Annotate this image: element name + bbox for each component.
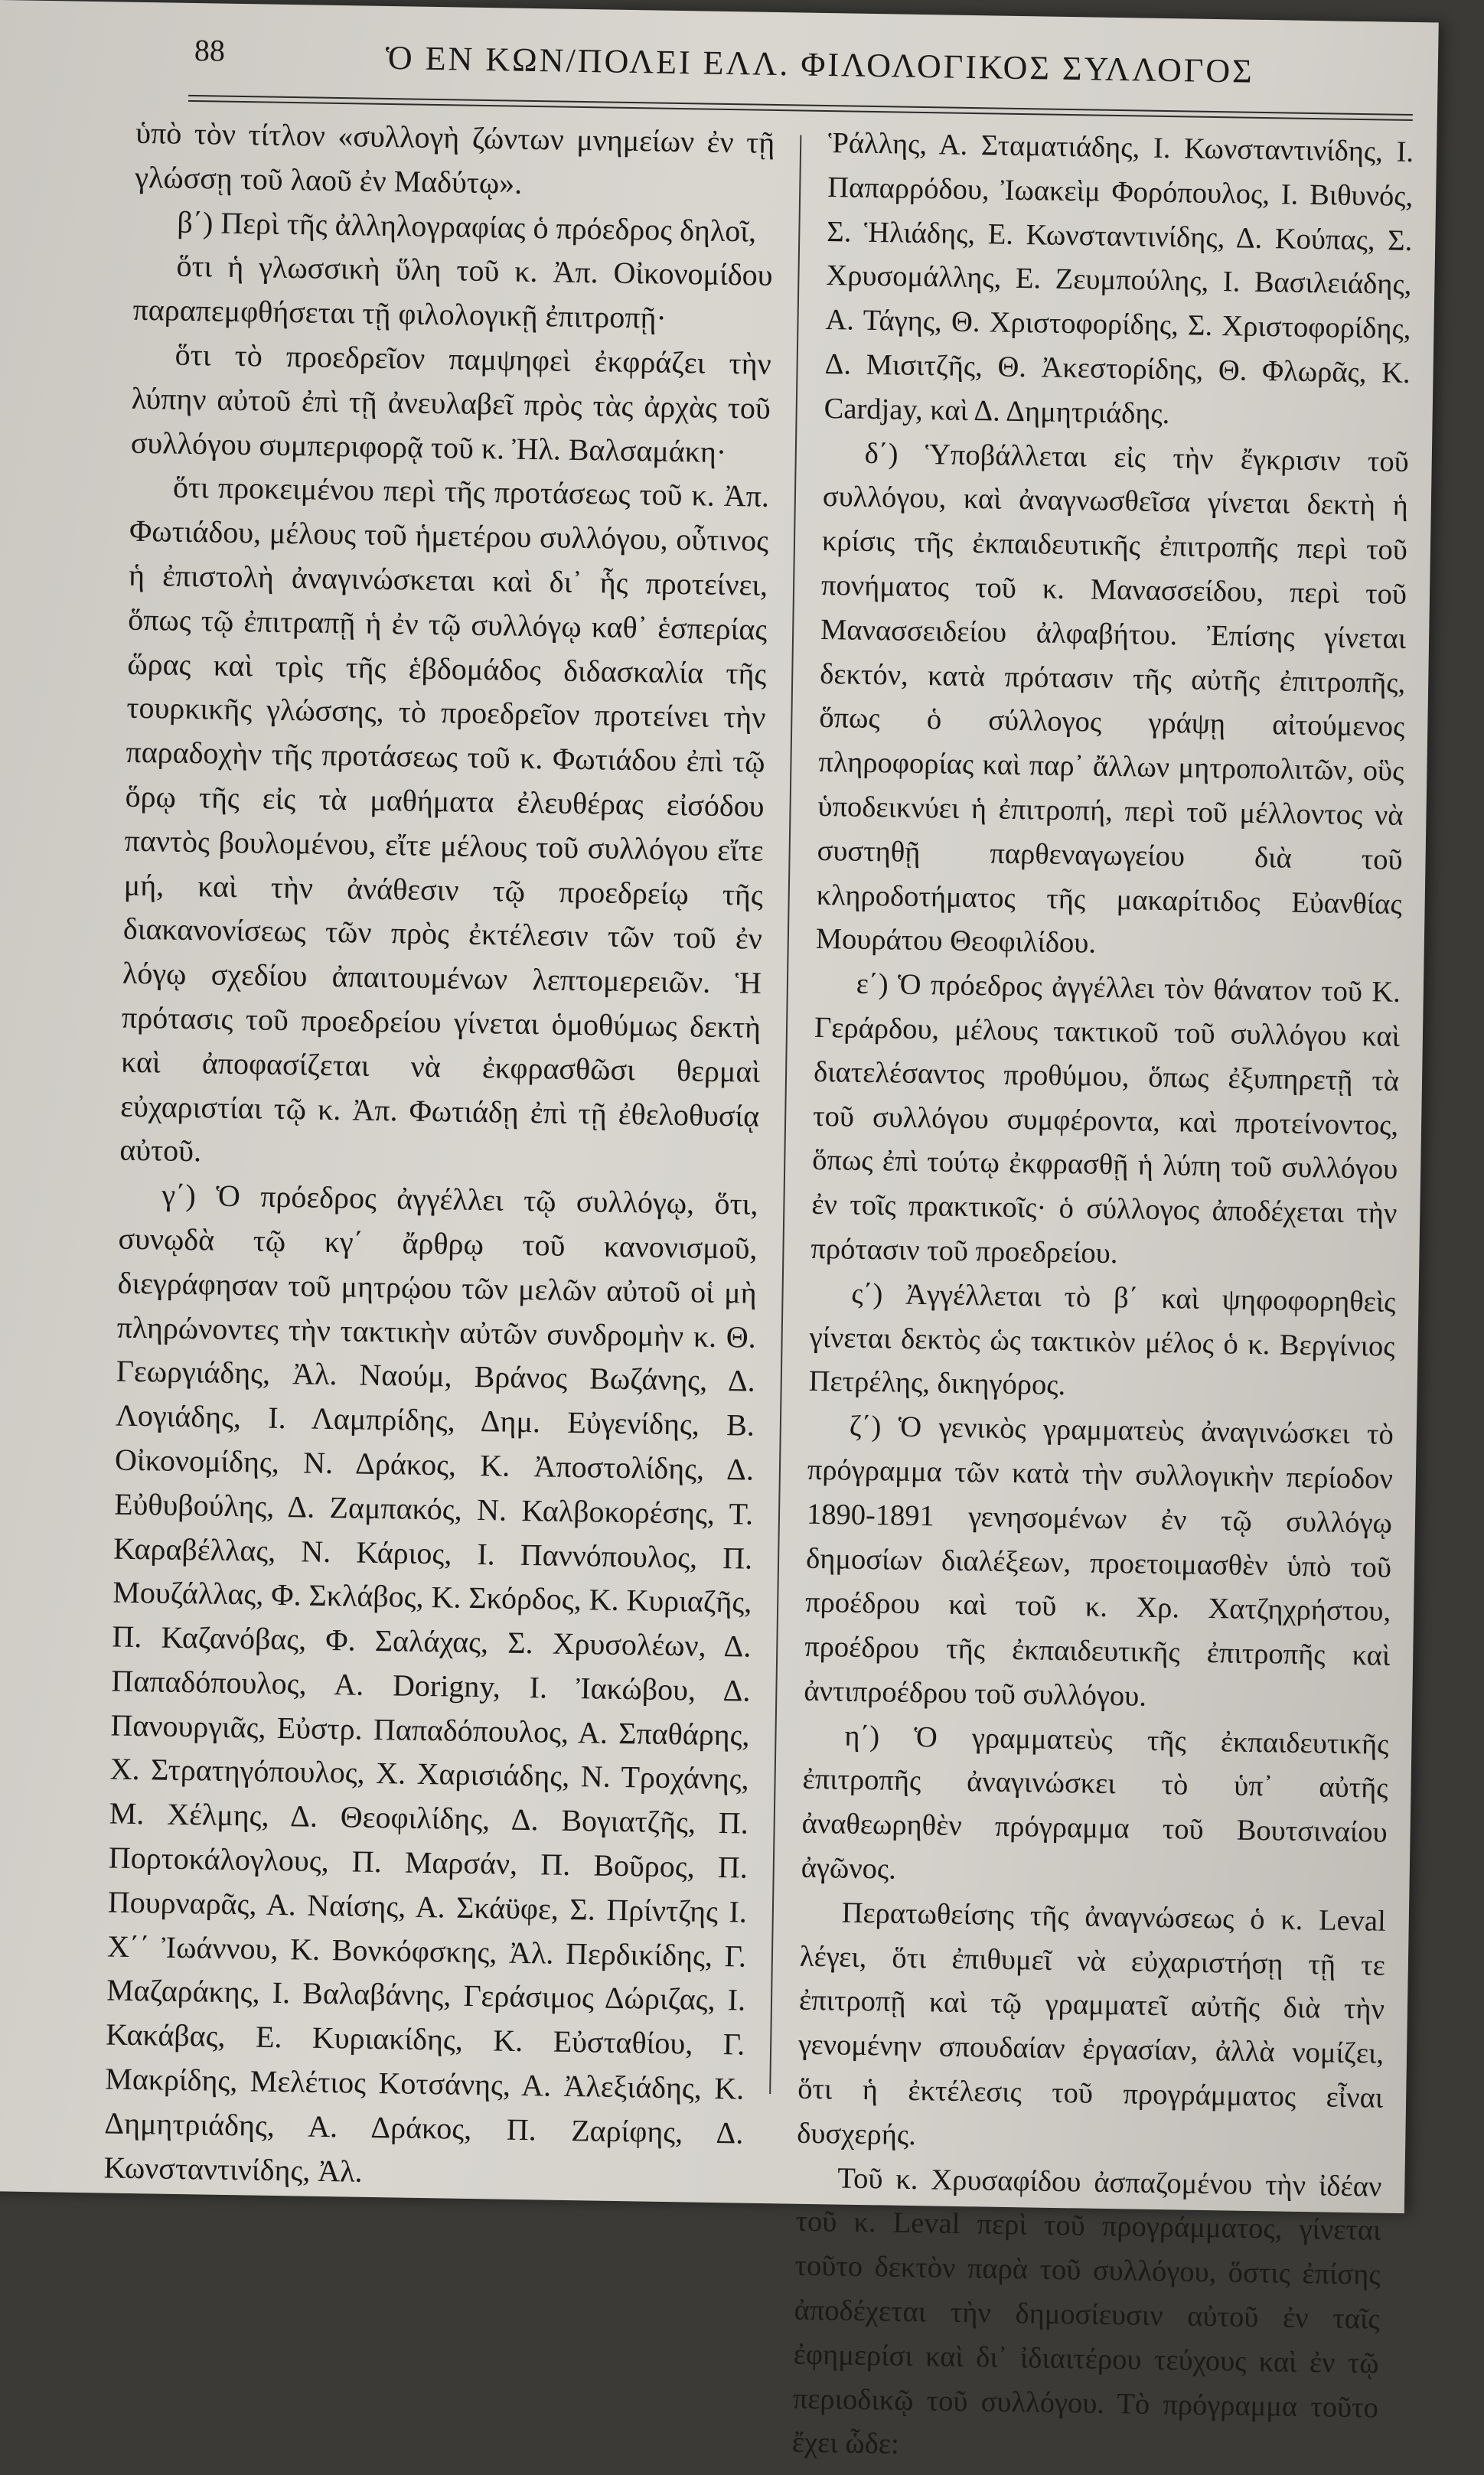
column-divider [769,135,801,2094]
paragraph: Περατωθείσης τῆς ἀναγνώσεως ὁ κ. Leval λέγει, ὅτι ἐπιθυμεῖ νὰ εὐχαριστήσῃ τῇ τε ἐπιτροπῇ καὶ τῷ γραμματεῖ αὐτῆς διὰ τὴν γενομένην σπουδαίαν ἐργασίαν, ἀλλὰ νομίζει, ὅτι ἡ ἐκτέλεσις τοῦ προγράμματος εἶναι δυσχερής. [797,1896,1387,2151]
paragraph: β΄) Περὶ τῆς ἀλληλογραφίας ὁ πρόεδρος δηλοῖ, [177,204,757,249]
right-column [792,122,1414,2475]
left-column [103,111,775,2199]
paragraph: ὅτι προκειμένου περὶ τῆς προτάσεως τοῦ κ. Ἀπ. Φωτιάδου, μέλους τοῦ ἡμετέρου συλλόγου, οὗτινος ἡ ἐπιστολὴ ἀναγινώσκεται καὶ δι᾽ ἧς προτείνει, ὅπως τῷ ἐπιτραπῇ ἡ ἐν τῷ συλλόγῳ καθ᾽ ἑσπερίας ὥρας καὶ τρὶς τῆς ἑβδομάδος διδασκαλία τῆς τουρκικῆς γλώσσης, τὸ προεδρεῖον προτείνει τὴν παραδοχὴν τῆς προτάσεως τοῦ κ. Φωτιάδου ἐπὶ τῷ ὅρῳ τῆς εἰς τὰ μαθήματα ἐλευθέρας εἰσόδου παντὸς βουλομένου, εἴτε μέλους τοῦ συλλόγου εἴτε μή, καὶ τὴν ἀνάθεσιν τῷ προεδρείῳ τῆς διακανονίσεως τῶν πρὸς ἐκτέλεσιν τῶν τοῦ ἐν λόγῳ σχεδίου ἀπαιτουμένων λεπτομερειῶν. Ἡ πρότασις τοῦ προεδρείου γίνεται ὁμοθύμως δεκτὴ καὶ ἀποφασίζεται νὰ ἐκφρασθῶσι θερμαὶ εὐχαριστίαι τῷ κ. Ἀπ. Φωτιάδῃ ἐπὶ τῇ ἐθελοθυσίᾳ αὐτοῦ. [119,470,770,1169]
page-number: 88 [194,33,226,68]
paragraph: Τοῦ κ. Χρυσαφίδου ἀσπαζομένου τὴν ἰδέαν τοῦ κ. Leval περὶ τοῦ προγράμματος, γίνεται τοῦτο δεκτὸν παρὰ τοῦ συλλόγου, ὅστις ἐπίσης ἀποδέχεται τὴν δημοσίευσιν αὐτοῦ ἐν ταῖς ἐφημερίσι καὶ δι᾽ ἰδιαιτέρου τεύχους καὶ ἐν τῷ περιοδικῷ τοῦ συλλόγου. Τὸ πρόγραμμα τοῦτο ἔχει ὧδε: [791,2162,1382,2461]
running-title: Ὁ ΕΝ ΚΩΝ/ΠΟΛΕΙ ΕΛΛ. ΦΙΛΟΛΟΓΙΚΟΣ ΣΥΛΛΟΓΟΣ [385,38,1255,90]
paragraph: γ΄) Ὁ πρόεδρος ἀγγέλλει τῷ συλλόγῳ, ὅτι, συνῳδὰ τῷ κγ΄ ἄρθρῳ τοῦ κανονισμοῦ, διεγράφησαν τοῦ μητρῴου τῶν μελῶν αὐτοῦ οἱ μὴ πληρώνοντες τὴν τακτικὴν αὐτῶν συνδρομὴν κ. Θ. Γεωργιάδης, Ἀλ. Ναούμ, Βράνος Βωζάνης, Δ. Λογιάδης, Ι. Λαμπρίδης, Δημ. Εὐγενίδης, Β. Οἰκονομίδης, Ν. Δράκος, Κ. Ἀποστολίδης, Δ. Εὐθυβούλης, Δ. Ζαμπακός, Ν. Καλβοκορέσης, Τ. Καραβέλλας, Ν. Κάριος, Ι. Παννόπουλος, Π. Μουζάλλας, Φ. Σκλάβος, Κ. Σκόρδος, Κ. Κυριαζῆς, Π. Καζανόβας, Φ. Σαλάχας, Σ. Χρυσολέων, Δ. Παπαδόπουλος, Α. Dorigny, Ι. Ἰακώβου, Δ. Πανουργιᾶς, Εὐστρ. Παπαδόπουλος, Α. Σπαθάρης, Χ. Στρατηγόπουλος, Χ. Χαρισιάδης, Ν. Τροχάνης, Μ. Χέλμης, Δ. Θεοφιλίδης, Δ. Βογιατζῆς, Π. Πορτοκάλογλους, Π. Μαρσάν, Π. Βοῦρος, Π. Πουρναρᾶς, Α. Ναίσης, Α. Σκάϋφε, Σ. Πρίντζης Ι. Χ΄΄ Ἰωάννου, Κ. Βονκόφσκης, Ἀλ. Περδικίδης, Γ. Μαζαράκης, Ι. Βαλαβάνης, Γεράσιμος Δώριζας, Ι. Κακάβας, Ε. Κυριακίδης, Κ. Εὐσταθίου, Γ. Μακρίδης, Μελέτιος Κοτσάνης, Α. Ἀλεξιάδης, Κ. Δημητριάδης, Α. Δράκος, Π. Ζαρίφης, Δ. Κωνσταντινίδης, Ἀλ. [103,1177,758,2189]
paragraph: ὅτι ἡ γλωσσικὴ ὕλη τοῦ κ. Ἀπ. Οἰκονομίδου παραπεμφθήσεται τῇ φιλολογικῇ ἐπιτροπῇ· [132,249,773,335]
paragraph: δ΄) Ὑποβάλλεται εἰς τὴν ἔγκρισιν τοῦ συλλόγου, καὶ ἀναγνωσθεῖσα γίνεται δεκτὴ ἡ κρίσις τῆς ἐκπαιδευτικῆς ἐπιτροπῆς περὶ τοῦ πονήματος τοῦ κ. Μανασσείδου, περὶ τοῦ Μανασσειδείου ἀλφαβήτου. Ἐπίσης γίνεται δεκτόν, κατὰ πρότασιν τῆς αὐτῆς ἐπιτροπῆς, ὅπως ὁ σύλλογος γράψῃ αἰτούμενος πληροφορίας καὶ παρ᾽ ἄλλων μητροπολιτῶν, οὓς ὑποδεικνύει ἡ ἐπιτροπή, περὶ τοῦ μέλλοντος νὰ συστηθῇ παρθεναγωγείου διὰ τοῦ κληροδοτήματος τῆς μακαρίτιδος Εὐανθίας Μουράτου Θεοφιλίδου. [815,437,1410,960]
paragraph: ὑπὸ τὸν τίτλον «συλλογὴ ζώντων μνημείων ἐν τῇ γλώσσῃ τοῦ λαοῦ ἐν Μαδύτῳ». [135,115,775,201]
paragraph: Ῥάλλης, Α. Σταματιάδης, Ι. Κωνσταντινίδης, Ι. Παπαρρόδου, Ἰωακεὶμ Φορόπουλος, Ι. Βιθυνός, Σ. Ἡλιάδης, Ε. Κωνσταντινίδης, Δ. Κούπας, Σ. Χρυσομάλλης, Ε. Ζευμπούλης, Ι. Βασιλειάδης, Α. Τάγης, Θ. Χριστοφορίδης, Σ. Χριστοφορίδης, Δ. Μισιτζῆς, Θ. Ἀκεστορίδης, Θ. Φλωρᾶς, Κ. Cardjay, καὶ Δ. Δημητριάδης. [824,127,1414,430]
paragraph: η΄) Ὁ γραμματεὺς τῆς ἐκπαιδευτικῆς ἐπιτροπῆς ἀναγινώσκει τὸ ὑπ᾽ αὐτῆς ἀναθεωρηθὲν πρόγραμμα τοῦ Βουτσιναίου ἀγῶνος. [801,1720,1389,1886]
paragraph: ε΄) Ὁ πρόεδρος ἀγγέλλει τὸν θάνατον τοῦ Κ. Γεράρδου, μέλους τακτικοῦ τοῦ συλλόγου καὶ διατελέσαντος προθύμου, ὅπως ἐξυπηρετῇ τὰ τοῦ συλλόγου συμφέροντα, καὶ προτείνοντος, ὅπως ἐπὶ τούτῳ ἐκφρασθῇ ἡ λύπη τοῦ συλλόγου ἐν τοῖς πρακτικοῖς· ὁ σύλλογος ἀποδέχεται τὴν πρότασιν τοῦ προεδρείου. [810,967,1401,1270]
paragraph: ζ΄) Ὁ γενικὸς γραμματεὺς ἀναγινώσκει τὸ πρόγραμμα τῶν κατὰ τὴν συλλογικὴν περίοδον 1890-1891 γενησομένων ἐν τῷ συλλόγῳ δημοσίων διαλέξεων, προετοιμασθὲν ὑπὸ τοῦ προέδρου καὶ τοῦ κ. Χρ. Χατζηχρήστου, προέδρου τῆς ἐκπαιδευτικῆς ἐπιτροπῆς καὶ ἀντιπροέδρου τοῦ συλλόγου. [804,1410,1394,1713]
paragraph: ς΄) Ἀγγέλλεται τὸ β΄ καὶ ψηφοφορηθεὶς γίνεται δεκτὸς ὡς τακτικὸν μέλος ὁ κ. Βεργίνιος Πετρέλης, δικηγόρος. [808,1277,1396,1402]
paragraph: ὅτι τὸ προεδρεῖον παμψηφεὶ ἐκφράζει τὴν λύπην αὐτοῦ ἐπὶ τῇ ἀνευλαβεῖ πρὸς τὰς ἀρχὰς τοῦ συλλόγου συμπεριφορᾷ τοῦ κ. Ἠλ. Βαλσαμάκη· [130,337,772,469]
page-header [194,32,1281,103]
